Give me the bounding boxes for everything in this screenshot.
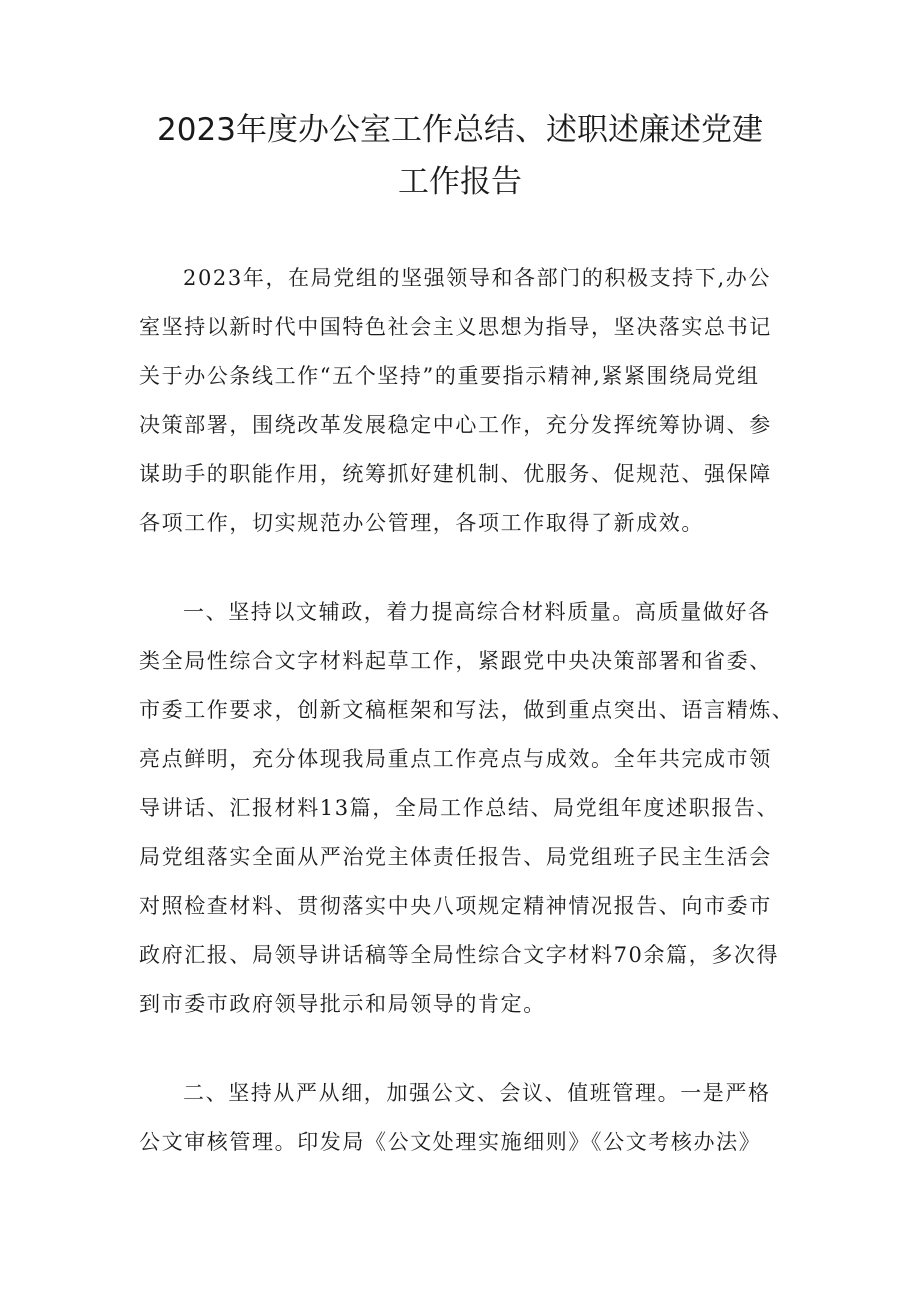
paragraph-line: 2023年，在局党组的坚强领导和各部门的积极支持下,办公 <box>183 266 771 290</box>
paragraph-line: 二、坚持从严从细，加强公文、会议、值班管理。一是严格 <box>183 1081 771 1105</box>
paragraph-line: 对照检查材料、贯彻落实中央八项规定精神情况报告、向市委市 <box>139 894 772 918</box>
paragraph-line: 市委工作要求，创新文稿框架和写法，做到重点突出、语言精炼、 <box>139 698 795 722</box>
paragraph-line: 局党组落实全面从严治党主体责任报告、局党组班子民主生活会 <box>139 845 772 869</box>
paragraph-line: 决策部署，围绕改革发展稳定中心工作，充分发挥统筹协调、参 <box>139 413 772 437</box>
paragraph-line: 各项工作，切实规范办公管理，各项工作取得了新成效。 <box>139 511 704 535</box>
paragraph-line: 关于办公条线工作“五个坚持”的重要指示精神,紧紧围绕局党组 <box>139 364 760 388</box>
paragraph-line: 类全局性综合文字材料起草工作，紧跟党中央决策部署和省委、 <box>139 649 772 673</box>
paragraph-line: 谋助手的职能作用，统筹抓好建机制、优服务、促规范、强保障 <box>139 462 772 486</box>
paragraph-line: 政府汇报、局领导讲话稿等全局性综合文字材料70余篇，多次得 <box>139 943 780 967</box>
paragraph-line: 一、坚持以文辅政，着力提高综合材料质量。高质量做好各 <box>183 600 771 624</box>
paragraph-section-one <box>139 588 795 1029</box>
title-line: 2023年度办公室工作总结、述职述廉述党建 <box>157 112 763 148</box>
paragraph-line: 导讲话、汇报材料13篇，全局工作总结、局党组年度述职报告、 <box>139 796 780 820</box>
paragraph-line: 亮点鲜明，充分体现我局重点工作亮点与成效。全年共完成市领 <box>139 747 772 771</box>
document-title <box>110 104 810 208</box>
title-line: 工作报告 <box>398 164 522 200</box>
paragraph-line: 到市委市政府领导批示和局领导的肯定。 <box>139 992 546 1016</box>
paragraph-line: 室坚持以新时代中国特色社会主义思想为指导，坚决落实总书记 <box>139 315 772 339</box>
paragraph-section-two <box>139 1069 791 1167</box>
paragraph-line: 公文审核管理。印发局《公文处理实施细则》《公文考核办法》 <box>139 1130 762 1154</box>
paragraph-intro <box>139 254 791 548</box>
